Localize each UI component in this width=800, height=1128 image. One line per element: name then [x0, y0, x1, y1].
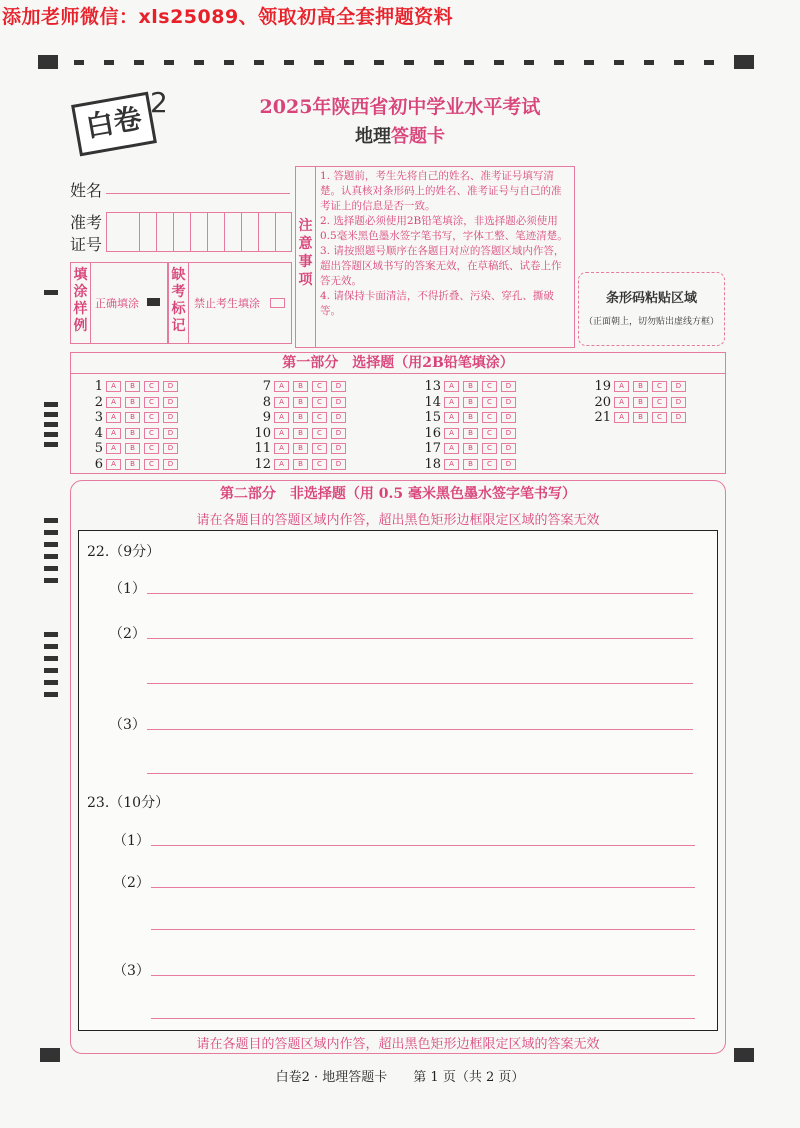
option-bubble-b[interactable]: B — [463, 443, 478, 454]
option-bubble-b[interactable]: B — [463, 397, 478, 408]
option-bubble-b[interactable]: B — [125, 381, 140, 392]
absent-mark-text: 禁止考生填涂 — [194, 297, 260, 310]
part2-title: 第二部分 非选择题（用 0.5 毫米黑色墨水签字笔书写） — [219, 486, 577, 502]
choice-question-7 — [251, 379, 350, 394]
fill-example-text: 正确填涂 — [95, 297, 139, 310]
option-bubble-a[interactable]: A — [274, 459, 289, 470]
question-number: 2 — [94, 394, 103, 410]
question-number: 20 — [594, 394, 611, 410]
option-bubble-d[interactable]: D — [501, 459, 516, 470]
paper-logo: 白卷 — [71, 92, 157, 157]
option-bubble-d[interactable]: D — [163, 428, 178, 439]
option-bubble-a[interactable]: A — [444, 428, 459, 439]
part2-instruction-top: 请在各题目的答题区域内作答，超出黑色矩形边框限定区域的答案无效 — [196, 513, 600, 528]
q22-sub-3: （3） — [109, 717, 146, 733]
exam-id-label-2: 证号 — [70, 235, 103, 254]
option-bubble-a[interactable]: A — [444, 412, 459, 423]
option-bubble-a[interactable]: A — [614, 397, 629, 408]
option-bubble-b[interactable]: B — [125, 397, 140, 408]
question-number: 15 — [424, 410, 441, 425]
option-bubble-c[interactable]: C — [652, 397, 667, 408]
option-bubble-a[interactable]: A — [106, 459, 121, 470]
question-number: 1 — [94, 379, 103, 394]
option-bubble-c[interactable]: C — [482, 443, 497, 454]
notes-item: 1. 答题前，考生先将自己的姓名、准考证号填写清楚。认真核对条形码上的姓名、准考证号与自己的准考证上的信息是否一致。 — [320, 170, 562, 212]
side-mark — [44, 290, 58, 295]
answer-line[interactable] — [147, 729, 693, 730]
question-number: 11 — [254, 441, 271, 456]
question-number: 12 — [254, 456, 271, 472]
notes-item: 4. 请保持卡面清洁，不得折叠、污染、穿孔、撕破等。 — [320, 290, 554, 317]
question-number: 10 — [254, 425, 271, 441]
answer-line[interactable] — [147, 773, 693, 774]
option-bubble-d[interactable]: D — [671, 397, 686, 408]
q23-sub-1: （1） — [113, 833, 150, 849]
q22-sub-1: （1） — [109, 581, 146, 597]
option-bubble-b[interactable]: B — [125, 412, 140, 423]
option-bubble-d[interactable]: D — [501, 397, 516, 408]
option-bubble-c[interactable]: C — [652, 412, 667, 423]
option-bubble-b[interactable]: B — [463, 459, 478, 470]
choice-question-13 — [421, 379, 520, 394]
notes-item: 3. 请按照题号顺序在各题目对应的答题区域内作答，超出答题区域书写的答案无效，在草稿纸、试卷上作答无效。 — [320, 245, 565, 287]
option-bubble-b[interactable]: B — [293, 397, 308, 408]
barcode-title: 条形码粘贴区域 — [605, 291, 697, 306]
option-bubble-d[interactable]: D — [163, 381, 178, 392]
option-bubble-c[interactable]: C — [482, 428, 497, 439]
option-bubble-b[interactable]: B — [293, 459, 308, 470]
question-number: 19 — [594, 379, 611, 394]
option-bubble-a[interactable]: A — [106, 428, 121, 439]
option-bubble-c[interactable]: C — [144, 443, 159, 454]
question-number: 4 — [94, 425, 103, 441]
name-field[interactable] — [106, 193, 290, 194]
option-bubble-a[interactable]: A — [106, 381, 121, 392]
option-bubble-b[interactable]: B — [633, 397, 648, 408]
choice-question-6 — [83, 457, 182, 472]
option-bubble-c[interactable]: C — [312, 459, 327, 470]
option-bubble-b[interactable]: B — [293, 428, 308, 439]
exam-id-grid[interactable] — [106, 212, 292, 252]
option-bubble-a[interactable]: A — [614, 381, 629, 392]
option-bubble-d[interactable]: D — [163, 459, 178, 470]
notes-item: 2. 选择题必须使用2B铅笔填涂，非选择题必须使用0.5毫米黑色墨水签字笔书写，字体工整、笔迹清楚。 — [320, 215, 568, 242]
choice-question-15 — [421, 410, 520, 425]
option-bubble-b[interactable]: B — [293, 381, 308, 392]
option-bubble-d[interactable]: D — [163, 412, 178, 423]
option-bubble-a[interactable]: A — [614, 412, 629, 423]
option-bubble-c[interactable]: C — [482, 397, 497, 408]
question-number: 5 — [94, 441, 103, 456]
barcode-area[interactable] — [578, 272, 725, 346]
option-bubble-c[interactable]: C — [144, 459, 159, 470]
choice-question-4 — [83, 426, 182, 441]
question-number: 16 — [424, 425, 441, 441]
option-bubble-b[interactable]: B — [293, 443, 308, 454]
question-number: 9 — [262, 410, 271, 425]
option-bubble-a[interactable]: A — [106, 412, 121, 423]
choice-question-9 — [251, 410, 350, 425]
option-bubble-d[interactable]: D — [671, 381, 686, 392]
choice-question-18 — [421, 457, 520, 472]
option-bubble-a[interactable]: A — [106, 397, 121, 408]
option-bubble-b[interactable]: B — [463, 428, 478, 439]
option-bubble-a[interactable]: A — [106, 443, 121, 454]
absent-mark-checkbox[interactable] — [270, 298, 285, 308]
question-number: 3 — [94, 410, 103, 425]
exam-title: 2025年陕西省初中学业水平考试 — [259, 96, 541, 118]
answer-line[interactable] — [151, 975, 695, 976]
answer-line[interactable] — [147, 683, 693, 684]
answer-line[interactable] — [151, 845, 695, 846]
question-number: 17 — [424, 441, 441, 456]
exam-id-label-1: 准考 — [70, 213, 103, 232]
option-bubble-b[interactable]: B — [125, 459, 140, 470]
option-bubble-d[interactable]: D — [163, 443, 178, 454]
option-bubble-d[interactable]: D — [671, 412, 686, 423]
filled-mark-icon — [147, 298, 160, 306]
option-bubble-d[interactable]: D — [331, 459, 346, 470]
choice-question-10 — [251, 426, 350, 441]
option-bubble-c[interactable]: C — [482, 412, 497, 423]
option-bubble-c[interactable]: C — [312, 381, 327, 392]
option-bubble-c[interactable]: C — [144, 397, 159, 408]
choice-question-21 — [591, 410, 690, 425]
question-number: 7 — [262, 379, 271, 394]
option-bubble-d[interactable]: D — [331, 381, 346, 392]
option-bubble-c[interactable]: C — [144, 381, 159, 392]
option-bubble-b[interactable]: B — [633, 381, 648, 392]
option-bubble-c[interactable]: C — [482, 381, 497, 392]
question-number: 13 — [424, 379, 441, 394]
option-bubble-d[interactable]: D — [501, 381, 516, 392]
question-number: 18 — [424, 456, 441, 472]
option-bubble-d[interactable]: D — [163, 397, 178, 408]
option-bubble-b[interactable]: B — [125, 443, 140, 454]
q22-sub-2: （2） — [109, 626, 146, 642]
option-bubble-d[interactable]: D — [331, 397, 346, 408]
option-bubble-c[interactable]: C — [312, 428, 327, 439]
answer-line[interactable] — [151, 887, 695, 888]
option-bubble-b[interactable]: B — [463, 381, 478, 392]
question-number: 14 — [424, 394, 441, 410]
option-bubble-b[interactable]: B — [633, 412, 648, 423]
option-bubble-d[interactable]: D — [331, 412, 346, 423]
option-bubble-b[interactable]: B — [125, 428, 140, 439]
corner-mark — [40, 1048, 60, 1062]
option-bubble-a[interactable]: A — [444, 397, 459, 408]
card-title: 地理答题卡 — [355, 126, 445, 147]
barcode-note: （正面朝上，切勿贴出虚线方框） — [583, 317, 719, 327]
option-bubble-c[interactable]: C — [144, 412, 159, 423]
fill-example-box — [70, 262, 168, 344]
choice-question-20 — [591, 395, 690, 410]
option-bubble-a[interactable]: A — [274, 397, 289, 408]
option-bubble-d[interactable]: D — [501, 412, 516, 423]
paper-logo-number: 2 — [150, 86, 168, 119]
option-bubble-d[interactable]: D — [501, 428, 516, 439]
option-bubble-a[interactable]: A — [274, 443, 289, 454]
choice-question-16 — [421, 426, 520, 441]
option-bubble-a[interactable]: A — [444, 381, 459, 392]
page-footer: 白卷2 · 地理答题卡 第 1 页（共 2 页） — [275, 1070, 525, 1085]
q23-heading: 23.（10分） — [87, 795, 170, 811]
option-bubble-a[interactable]: A — [274, 381, 289, 392]
choice-question-12 — [251, 457, 350, 472]
choice-question-17 — [421, 441, 520, 456]
q23-sub-2: （2） — [113, 875, 150, 891]
choice-question-1 — [83, 379, 182, 394]
option-bubble-a[interactable]: A — [274, 428, 289, 439]
option-bubble-d[interactable]: D — [331, 428, 346, 439]
name-label: 姓名 — [70, 181, 103, 200]
corner-mark — [734, 1048, 754, 1062]
question-number: 6 — [94, 456, 103, 472]
absent-mark-box — [168, 262, 292, 344]
answer-line[interactable] — [147, 593, 693, 594]
q23-sub-3: （3） — [113, 963, 150, 979]
option-bubble-c[interactable]: C — [312, 412, 327, 423]
option-bubble-d[interactable]: D — [501, 443, 516, 454]
option-bubble-b[interactable]: B — [293, 412, 308, 423]
question-number: 8 — [262, 394, 271, 410]
option-bubble-c[interactable]: C — [144, 428, 159, 439]
answer-line[interactable] — [151, 1018, 695, 1019]
option-bubble-a[interactable]: A — [274, 412, 289, 423]
promo-banner: 添加老师微信：xls25089、领取初高全套押题资料 — [2, 6, 454, 28]
option-bubble-c[interactable]: C — [652, 381, 667, 392]
q22-heading: 22.（9分） — [87, 544, 161, 560]
q23-answer-box[interactable] — [78, 782, 718, 1031]
q22-answer-box[interactable] — [78, 530, 718, 784]
option-bubble-c[interactable]: C — [312, 397, 327, 408]
answer-line[interactable] — [151, 929, 695, 930]
option-bubble-b[interactable]: B — [463, 412, 478, 423]
choice-question-5 — [83, 441, 182, 456]
notes-side-label: 注意事项 — [296, 167, 316, 347]
choice-question-2 — [83, 395, 182, 410]
answer-line[interactable] — [147, 638, 693, 639]
choice-question-11 — [251, 441, 350, 456]
choice-question-19 — [591, 379, 690, 394]
choice-question-8 — [251, 395, 350, 410]
choice-question-14 — [421, 395, 520, 410]
option-bubble-a[interactable]: A — [444, 443, 459, 454]
notes-text — [320, 169, 570, 319]
option-bubble-d[interactable]: D — [331, 443, 346, 454]
part1-title: 第一部分 选择题（用2B铅笔填涂） — [71, 353, 725, 374]
timing-marks-top — [38, 55, 758, 69]
absent-mark-side: 缺考标记 — [169, 263, 189, 343]
part1-section — [70, 352, 726, 474]
notes-box — [295, 166, 575, 348]
question-number: 21 — [594, 410, 611, 425]
part2-instruction-bottom: 请在各题目的答题区域内作答，超出黑色矩形边框限定区域的答案无效 — [196, 1037, 600, 1052]
choice-question-3 — [83, 410, 182, 425]
option-bubble-c[interactable]: C — [312, 443, 327, 454]
option-bubble-a[interactable]: A — [444, 459, 459, 470]
fill-example-side: 填涂样例 — [71, 263, 91, 343]
option-bubble-c[interactable]: C — [482, 459, 497, 470]
